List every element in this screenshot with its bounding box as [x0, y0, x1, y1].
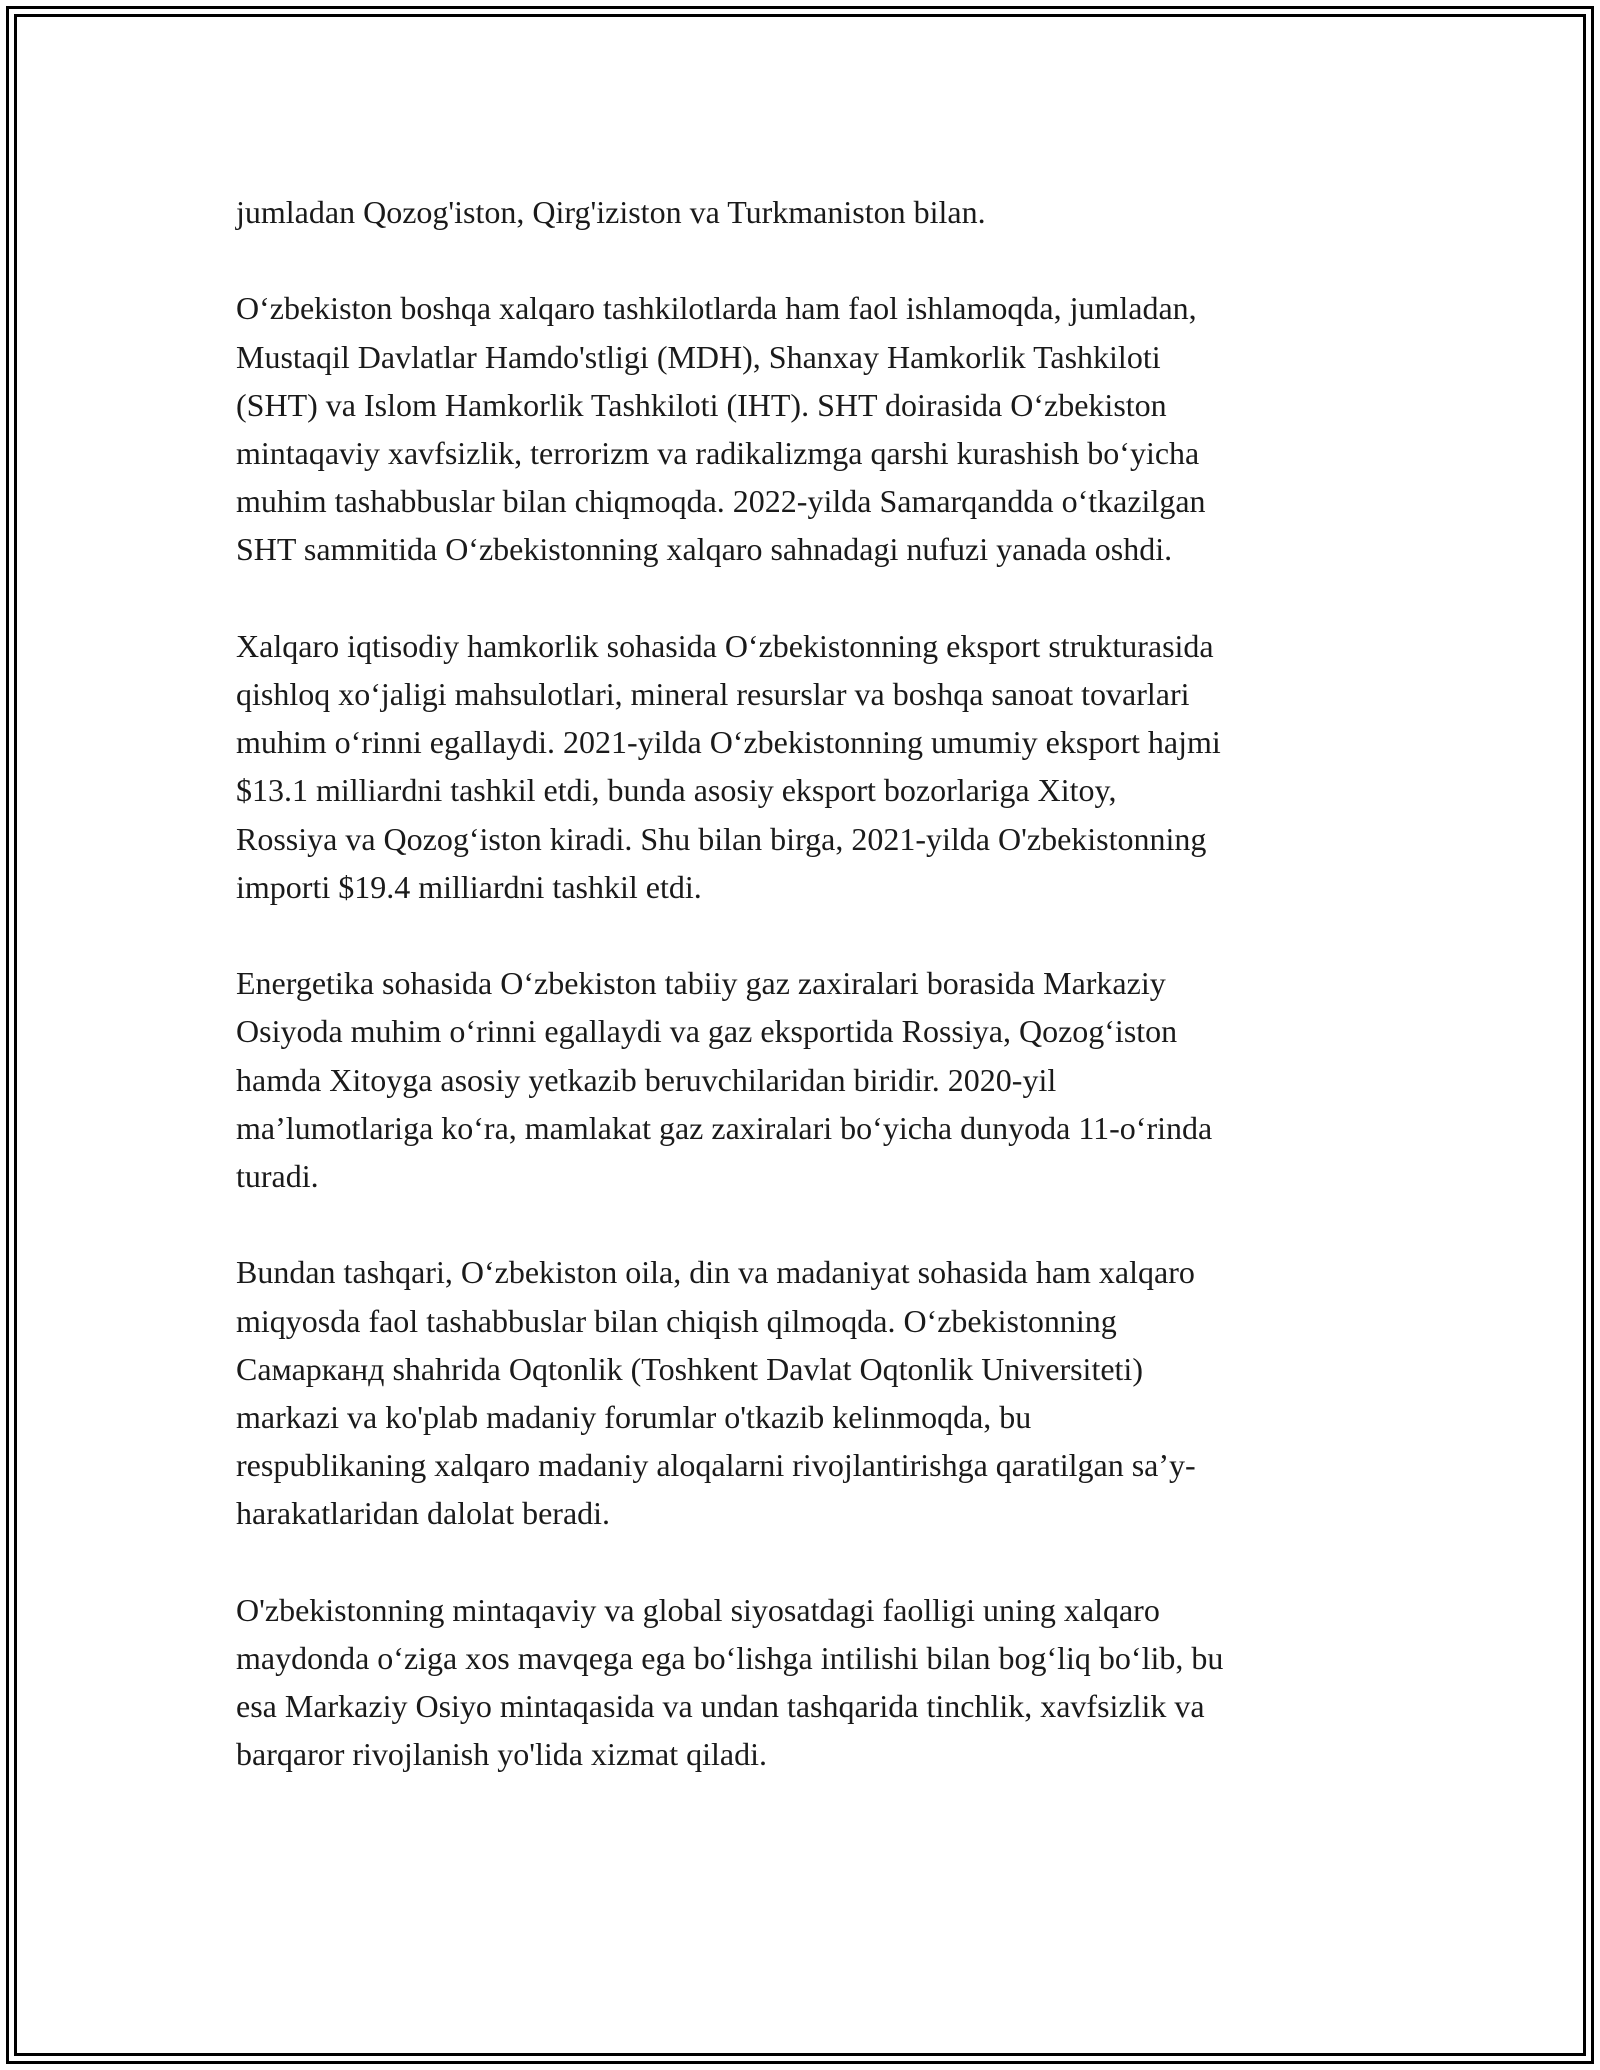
- paragraph: O'zbekistonning mintaqaviy va global siyosatdagi faolligi uning xalqaro maydonda o‘ziga xos mavqega ega bo‘lishga intilishi bilan bog‘liq bo‘lib, bu esa Markaziy Osiyo mintaqasida va undan tashqarida tinchlik, xavfsizlik va barqaror rivojlanish yo'lida xizmat qiladi.: [236, 1591, 1224, 1773]
- document-body: [236, 188, 1386, 1779]
- paragraph: Energetika sohasida O‘zbekiston tabiiy gaz zaxiralari borasida Markaziy Osiyoda muhim o‘rinni egallaydi va gaz eksportida Rossiya, Qozog‘iston hamda Xitoyga asosiy yetkazib beruvchilaridan biridir. 2020-yil ma’lumotlariga ko‘ra, mamlakat gaz zaxiralari bo‘yicha dunyoda 11-o‘rinda turadi.: [236, 965, 1213, 1195]
- paragraph: O‘zbekiston boshqa xalqaro tashkilotlarda ham faol ishlamoqda, jumladan, Mustaqil Davlatlar Hamdo'stligi (MDH), Shanxay Hamkorlik Tashkiloti (SHT) va Islom Hamkorlik Tashkiloti (IHT). SHT doirasida O‘zbekiston mintaqaviy xavfsizlik, terrorizm va radikalizmga qarshi kurashish bo‘yicha muhim tashabbuslar bilan chiqmoqda. 2022-yilda Samarqandda o‘tkazilgan SHT sammitida O‘zbekistonning xalqaro sahnadagi nufuzi yanada oshdi.: [236, 290, 1206, 568]
- paragraph: Bundan tashqari, O‘zbekiston oila, din va madaniyat sohasida ham xalqaro miqyosda faol tashabbuslar bilan chiqish qilmoqda. O‘zbekistonning Самарканд shahrida Oqtonlik (Toshkent Davlat Oqtonlik Universiteti) markazi va ko'plab madaniy forumlar o'tkazib kelinmoqda, bu respublikaning xalqaro madaniy aloqalarni rivojlantirishga qaratilgan sa’y- harakatlaridan dalolat beradi.: [236, 1254, 1196, 1532]
- paragraph: jumladan Qozog'iston, Qirg'iziston va Turkmaniston bilan.: [236, 194, 986, 230]
- paragraph: Xalqaro iqtisodiy hamkorlik sohasida O‘zbekistonning eksport strukturasida qishloq xo‘jaligi mahsulotlari, mineral resurslar va boshqa sanoat tovarlari muhim o‘rinni egallaydi. 2021-yilda O‘zbekistonning umumiy eksport hajmi $13.1 milliardni tashkil etdi, bunda asosiy eksport bozorlariga Xitoy, Rossiya va Qozog‘iston kiradi. Shu bilan birga, 2021-yilda O'zbekistonning importi $19.4 milliardni tashkil etdi.: [236, 627, 1221, 905]
